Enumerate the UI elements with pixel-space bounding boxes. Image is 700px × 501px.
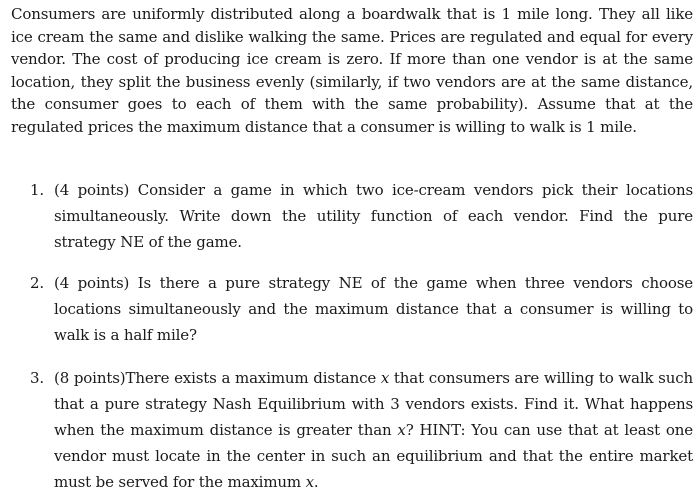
- math-variable-x: x: [380, 369, 390, 387]
- question-text-3c: ? HINT: You can use that at least one vendor must locate in the center in such an equilibrium and that the entire market must be served for the maximum: [54, 421, 693, 491]
- question-item-3: [30, 365, 693, 495]
- question-text-3d: .: [313, 473, 319, 491]
- question-item-2: [30, 270, 693, 348]
- question-text-1: (4 points) Consider a game in which two ice-cream vendors pick their locations simultaneously. Write down the utility function of each vendor. Find the pure strategy NE of the game.: [54, 181, 693, 251]
- question-number-3: 3.: [30, 369, 45, 387]
- question-text-3a: (8 points)There exists a maximum distance: [54, 369, 381, 387]
- problem-document: [11, 3, 693, 491]
- question-number-2: 2.: [30, 274, 45, 292]
- question-text-3b: that consumers are willing to walk such that a pure strategy Nash Equilibrium with 3 vendors exists. Find it. What happens when the maximum distance is greater than: [54, 369, 693, 439]
- question-item-1: [30, 177, 693, 255]
- math-variable-x: x: [305, 473, 314, 491]
- intro-paragraph: Consumers are uniformly distributed along a boardwalk that is 1 mile long. They all like ice cream the same and dislike walking the same. Prices are regulated and equal for every vendor. The cost of producing ice cream is zero. If more than one vendor is at the same location, they split the business evenly (similarly, if two vendors are at the same distance, the consumer goes to each of them with the same probability). Assume that at the regulated prices the maximum distance that a consumer is willing to walk is 1 mile.: [11, 5, 693, 136]
- question-number-1: 1.: [30, 181, 45, 199]
- question-text-2: (4 points) Is there a pure strategy NE of the game when three vendors choose locations simultaneously and the maximum distance that a consumer is willing to walk is a half mile?: [54, 274, 693, 344]
- math-variable-x: x: [397, 421, 406, 439]
